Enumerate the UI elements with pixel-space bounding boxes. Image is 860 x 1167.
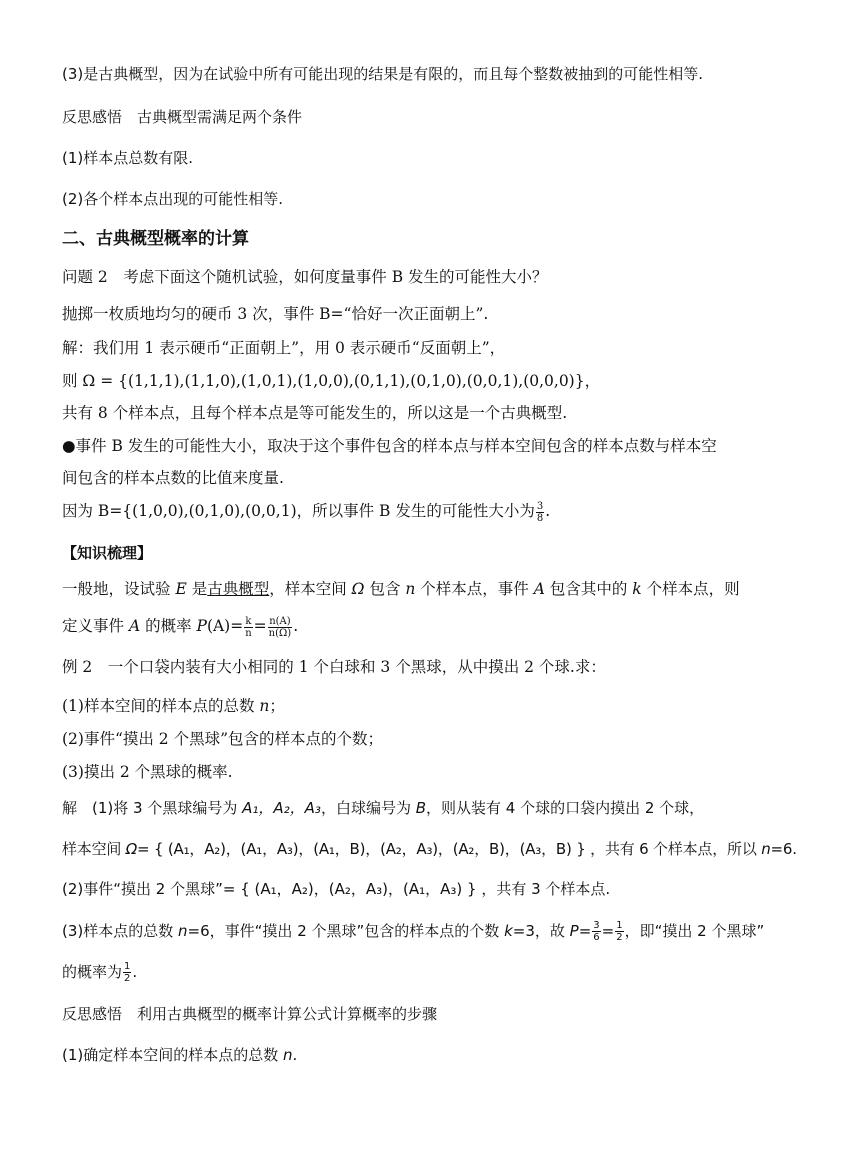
text-line: 共有 8 个样本点，且每个样本点是等可能发生的，所以这是一个古典概型.	[62, 404, 568, 422]
text-line: (2)各个样本点出现的可能性相等.	[62, 190, 284, 208]
text-span: (A)=	[206, 617, 244, 635]
math-var: Ω	[351, 580, 365, 598]
text-span: 个样本点，则	[641, 580, 740, 598]
fraction-numerator: 1	[616, 920, 623, 931]
math-var: n	[405, 580, 416, 598]
text-span: 解 (1)将 3 个黑球编号为	[62, 799, 243, 817]
text-span: .	[545, 502, 551, 520]
fraction-denominator: 2	[616, 932, 623, 943]
text-span: 定义事件	[62, 617, 129, 635]
question-line: 问题 2 考虑下面这个随机试验，如何度量事件 B 发生的可能性大小？	[62, 268, 548, 286]
text-line: (3)是古典概型，因为在试验中所有可能出现的结果是有限的，而且每个整数被抽到的可能性相等.	[62, 65, 704, 83]
text-span: =6.	[770, 840, 797, 858]
fraction-numerator: 1	[124, 961, 131, 972]
text-line: (2)事件“摸出 2 个黑球”= { (A₁，A₂)，(A₂，A₃)，(A₁，A₃) } ，共有 3 个样本点.	[62, 880, 611, 898]
text-span: = { (A₁，A₂)，(A₁，A₃)，(A₁，B)，(A₂，A₃)，(A₂，B)，(A₃，B) } ，共有 6 个样本点，所以	[137, 840, 762, 858]
fraction	[244, 616, 252, 639]
fraction-numerator: 3	[536, 500, 544, 512]
math-var: n	[283, 1046, 293, 1064]
text-line: 解：我们用 1 表示硬币“正面朝上”，用 0 表示硬币“反面朝上”，	[62, 339, 506, 357]
math-var: B	[415, 799, 427, 817]
bullet-line: ●事件 B 发生的可能性大小，取决于这个事件包含的样本点与样本空间包含的样本点数与样本空	[62, 437, 717, 455]
math-var: A₁，A₂，A₃	[242, 799, 321, 817]
text-span: 一般地，设试验	[62, 580, 176, 598]
fraction	[592, 920, 600, 943]
definition-formula-line	[62, 615, 820, 639]
text-span: 因为 B={(1,0,0),(0,1,0),(0,0,1)，所以事件 B 发生的可能性大小为	[62, 502, 535, 520]
text-span: 的概率为	[62, 963, 123, 981]
text-span: .	[293, 617, 299, 635]
fraction-denominator: 2	[124, 973, 131, 984]
fraction-denominator: 8	[536, 512, 544, 524]
text-line: 抛掷一枚质地均匀的硬币 3 次，事件 B=“恰好一次正面朝上”.	[62, 305, 489, 323]
definition-line	[62, 578, 820, 600]
fraction	[123, 961, 131, 984]
text-span: ，则从装有 4 个球的口袋内摸出 2 个球，	[426, 799, 705, 817]
reflection-heading: 反思感悟 利用古典概型的概率计算公式计算概率的步骤	[62, 1005, 438, 1023]
underlined-term: 古典概型	[207, 580, 270, 598]
probability-line	[62, 961, 820, 984]
text-span: =3，故	[512, 922, 570, 940]
math-var: n	[761, 840, 771, 858]
text-span: ；	[269, 697, 285, 715]
text-span: 包含其中的	[544, 580, 633, 598]
section-heading: 二、古典概型概率的计算	[62, 229, 249, 249]
text-span: ，样本空间	[269, 580, 352, 598]
fraction-denominator: n	[245, 627, 252, 639]
text-span: =	[601, 922, 615, 940]
fraction	[615, 920, 623, 943]
math-var: E	[175, 580, 187, 598]
text-span: =	[253, 617, 267, 635]
text-span: 是	[186, 580, 208, 598]
text-line: (2)事件“摸出 2 个黑球”包含的样本点的个数；	[62, 730, 384, 748]
knowledge-heading: 【知识梳理】	[62, 544, 153, 562]
math-var: n	[178, 922, 188, 940]
fraction-numerator: 3	[593, 920, 600, 931]
solution-line	[62, 797, 820, 819]
sample-space-line: 则 Ω = {(1,1,1),(1,1,0),(1,0,1),(1,0,0),(0,1,1),(0,1,0),(0,0,1),(0,0,0)}，	[62, 372, 601, 390]
sample-space-line	[62, 838, 820, 860]
math-var: Ω	[125, 840, 138, 858]
text-line: (1)样本点总数有限.	[62, 149, 194, 167]
text-span: ，即“摸出 2 个黑球”	[624, 922, 765, 940]
text-span: (1)样本空间的样本点的总数	[62, 697, 260, 715]
text-span: 包含	[364, 580, 406, 598]
text-span: .	[292, 1046, 298, 1064]
math-var: A	[128, 617, 141, 635]
text-line	[62, 1044, 820, 1066]
reflection-heading: 反思感悟 古典概型需满足两个条件	[62, 108, 303, 126]
math-var: A	[533, 580, 545, 598]
fraction-denominator: 6	[593, 932, 600, 943]
fraction	[536, 501, 544, 524]
text-span: ，白球编号为	[320, 799, 416, 817]
text-line: 间包含的样本点数的比值来度量.	[62, 469, 284, 487]
math-var: P	[196, 617, 207, 635]
text-span: =6，事件“摸出 2 个黑球”包含的样本点的个数	[187, 922, 505, 940]
math-var: k	[504, 922, 513, 940]
fraction-denominator: n(Ω)	[268, 627, 292, 639]
text-line: (3)摸出 2 个黑球的概率.	[62, 763, 233, 781]
fraction-numerator: k	[245, 615, 252, 627]
text-span: 的概率	[140, 617, 197, 635]
text-span: .	[132, 963, 138, 981]
text-span: 个样本点，事件	[415, 580, 534, 598]
text-line	[62, 695, 820, 717]
math-var: P	[569, 922, 579, 940]
text-span: =	[578, 922, 592, 940]
example-line: 例 2 一个口袋内装有大小相同的 1 个白球和 3 个黑球，从中摸出 2 个球.求：	[62, 658, 606, 676]
probability-line	[62, 920, 820, 943]
text-span: 样本空间	[62, 840, 126, 858]
fraction-numerator: n(A)	[269, 615, 291, 627]
text-span: (3)样本点的总数	[62, 922, 179, 940]
fraction	[268, 616, 293, 639]
probability-line	[62, 500, 820, 524]
math-var: n	[259, 697, 270, 715]
text-span: (1)确定样本空间的样本点的总数	[62, 1046, 284, 1064]
math-var: k	[632, 580, 642, 598]
